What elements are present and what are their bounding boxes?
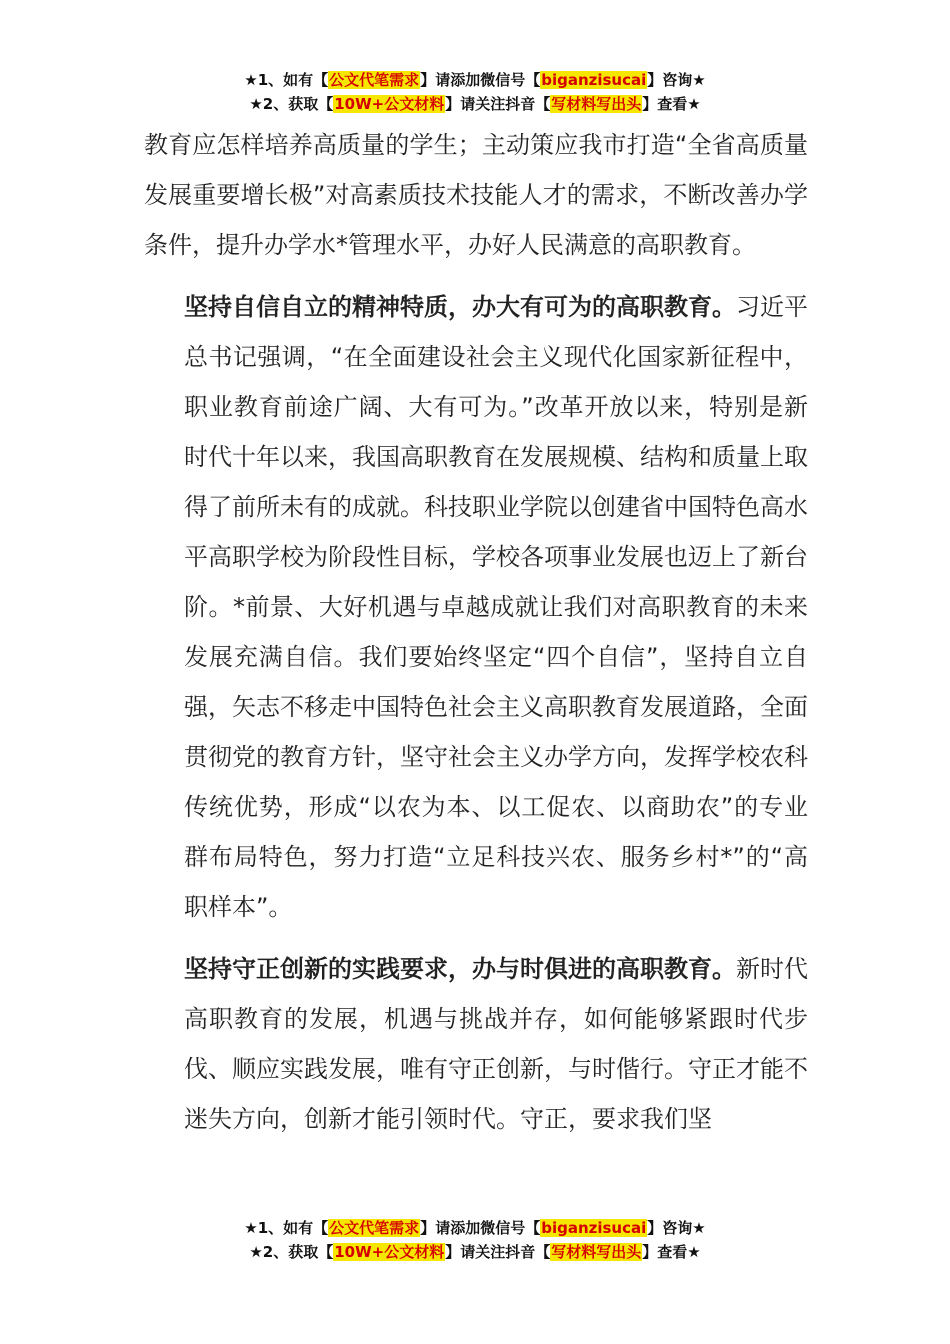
banner-line-1 — [0, 1216, 950, 1240]
highlight-materials: 10W+公文材料 — [334, 95, 445, 113]
highlight-douyin-account: 写材料写出头 — [551, 95, 642, 113]
paragraph-3-text: 新时代高职教育的发展，机遇与挑战并存，如何能够紧跟时代步伐、顺应实践发展，唯有守正创新，与时偕行。守正才能不迷失方向，创新才能引领时代。守正，要求我们坚 — [184, 955, 808, 1133]
paragraph-3-heading: 坚持守正创新的实践要求，办与时俱进的高职教育。 — [184, 955, 736, 983]
document-body — [144, 120, 808, 1144]
banner-text: ★2、获取【 — [249, 1243, 334, 1261]
paragraph-2-text: 习近平总书记强调，“在全面建设社会主义现代化国家新征程中，职业教育前途广阔、大有可为。”改革开放以来，特别是新时代十年以来，我国高职教育在发展规模、结构和质量上取得了前所未有的成就。科技职业学院以创建省中国特色高水平高职学校为阶段性目标，学校各项事业发展也迈上了新台阶。*前景、大好机遇与卓越成就让我们对高职教育的未来发展充满自信。我们要始终坚定“四个自信”，坚持自立自强，矢志不移走中国特色社会主义高职教育发展道路，全面贯彻党的教育方针，坚守社会主义办学方向，发挥学校农科传统优势，形成“以农为本、以工促农、以商助农”的专业群布局特色，努力打造“立足科技兴农、服务乡村*”的“高职样本”。 — [184, 293, 808, 921]
banner-text: 】查看★ — [642, 95, 701, 113]
footer-banner — [0, 1216, 950, 1264]
paragraph-3 — [144, 944, 808, 1144]
banner-text: 】请关注抖音【 — [445, 95, 551, 113]
banner-text: 】请添加微信号【 — [420, 1219, 541, 1237]
paragraph-2-heading: 坚持自信自立的精神特质，办大有可为的高职教育。 — [184, 293, 736, 321]
banner-text: 】查看★ — [642, 1243, 701, 1261]
highlight-materials: 10W+公文材料 — [334, 1243, 445, 1261]
banner-text: 】咨询★ — [647, 71, 706, 89]
paragraph-1: 教育应怎样培养高质量的学生；主动策应我市打造“全省高质量发展重要增长极”对高素质技术技能人才的需求，不断改善办学条件，提升办学水*管理水平，办好人民满意的高职教育。 — [144, 131, 808, 259]
banner-text: 】请添加微信号【 — [420, 71, 541, 89]
highlight-wechat-id: biganzisucai — [541, 1219, 647, 1237]
banner-text: 】咨询★ — [647, 1219, 706, 1237]
banner-text: ★1、如有【 — [244, 1219, 329, 1237]
highlight-service: 公文代笔需求 — [329, 1219, 420, 1237]
banner-line-2 — [0, 92, 950, 116]
banner-text: ★2、获取【 — [249, 95, 334, 113]
banner-text: ★1、如有【 — [244, 71, 329, 89]
paragraph-2 — [144, 282, 808, 932]
banner-text: 】请关注抖音【 — [445, 1243, 551, 1261]
highlight-wechat-id: biganzisucai — [541, 71, 647, 89]
highlight-douyin-account: 写材料写出头 — [551, 1243, 642, 1261]
banner-line-2 — [0, 1240, 950, 1264]
header-banner — [0, 68, 950, 116]
highlight-service: 公文代笔需求 — [329, 71, 420, 89]
banner-line-1 — [0, 68, 950, 92]
